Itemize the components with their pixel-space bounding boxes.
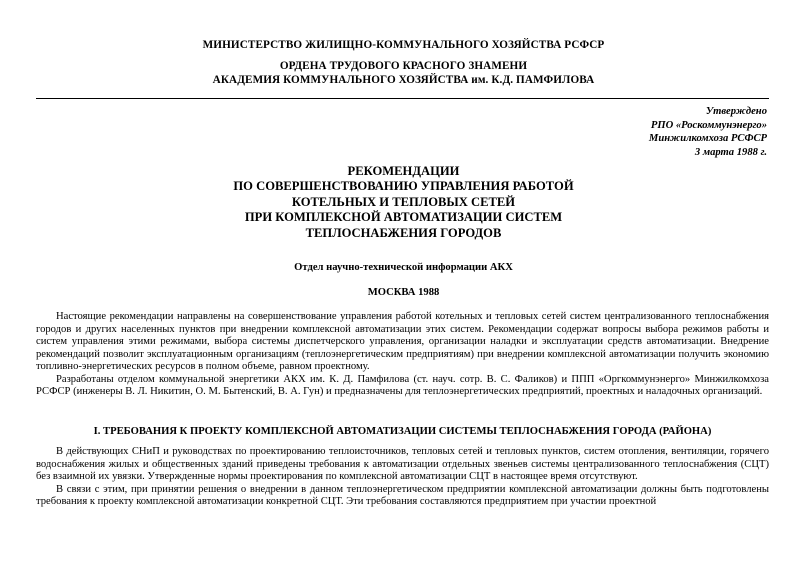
paragraph: В действующих СНиП и руководствах по проектированию теплоисточников, тепловых сетей и тепловых пунктов, систем отопления, вентиляции, горячего водоснабжения жилых и общественных зданий приведены требования к автоматизации отдельных звеньев системы централизованного теплоснабжения (СЦТ) без взаимной их увязки. Утвержденные нормы проектирования по комплексной автоматизации СЦТ в настоящее время отсутствуют. <box>36 446 769 483</box>
approval-line: РПО «Роскоммунэнерго» <box>650 119 767 131</box>
academy-heading: АКАДЕМИЯ КОММУНАЛЬНОГО ХОЗЯЙСТВА им. К.Д. ПАМФИЛОВА <box>212 74 595 86</box>
title-line: ТЕПЛОСНАБЖЕНИЯ ГОРОДОВ <box>305 225 502 240</box>
paragraph: В связи с этим, при принятии решения о внедрении в данном теплоэнергетическом предприятии комплексной автоматизации должны быть подготовлены требования к проекту комплексной автоматизации конкретной СЦТ. Эти требования составляются предприятием при участии проектной <box>36 483 769 508</box>
ministry-heading: МИНИСТЕРСТВО ЖИЛИЩНО-КОММУНАЛЬНОГО ХОЗЯЙСТВА РСФСР <box>202 39 605 51</box>
department-line: Отдел научно-технической информации АКХ <box>294 262 513 273</box>
approval-stamp <box>649 105 767 159</box>
title-line: ПРИ КОМПЛЕКСНОЙ АВТОМАТИЗАЦИИ СИСТЕМ <box>244 210 563 225</box>
paragraph: Настоящие рекомендации направлены на совершенствование управления работой котельных и тепловых сетей систем централизованного теплоснабжения городов и других населенных пунктов при внедрении комплексной автоматизации этих систем. Рекомендации содержат вопросы выбора режимов работы и систем управления этими режимами, выбора системы диспетчерского управления, организации наладки и эксплуатации средств автоматизации. Внедрение рекомендаций позволит эксплуатационным организациям (теплоэнергетическим предприятиям) при внедрении комплексной автоматизации получить экономию топливно-энергетических ресурсов в полном объеме, равном проектному. <box>36 311 769 373</box>
paragraph: Разработаны отделом коммунальной энергетики АКХ им. К. Д. Памфилова (ст. науч. сотр. В. С. Фаликов) и ППП «Оргкоммунэнерго» Минжилкомхоза РСФСР (инженеры В. Л. Никитин, О. М. Бытенский, В. А. Гун) и предназначены для теплоэнергетических предприятий, проектных и наладочных организаций. <box>36 373 769 398</box>
section-text <box>36 446 769 509</box>
place-year: МОСКВА 1988 <box>367 287 440 298</box>
approval-line: Утверждено <box>705 106 767 117</box>
title-line: РЕКОМЕНДАЦИИ <box>347 164 460 178</box>
order-heading: ОРДЕНА ТРУДОВОГО КРАСНОГО ЗНАМЕНИ <box>279 60 528 72</box>
header-rule <box>36 98 769 99</box>
intro-text <box>36 311 769 399</box>
document-title <box>0 164 807 241</box>
approval-line: Минжилкомхоза РСФСР <box>648 133 767 145</box>
title-line: ПО СОВЕРШЕНСТВОВАНИЮ УПРАВЛЕНИЯ РАБОТОЙ <box>233 179 574 194</box>
section-heading: I. ТРЕБОВАНИЯ К ПРОЕКТУ КОМПЛЕКСНОЙ АВТОМАТИЗАЦИИ СИСТЕМЫ ТЕПЛОСНАБЖЕНИЯ ГОРОДА (РАЙОНА) <box>93 426 712 437</box>
title-line: КОТЕЛЬНЫХ И ТЕПЛОВЫХ СЕТЕЙ <box>291 194 516 209</box>
approval-line: 3 марта 1988 г. <box>694 146 767 158</box>
